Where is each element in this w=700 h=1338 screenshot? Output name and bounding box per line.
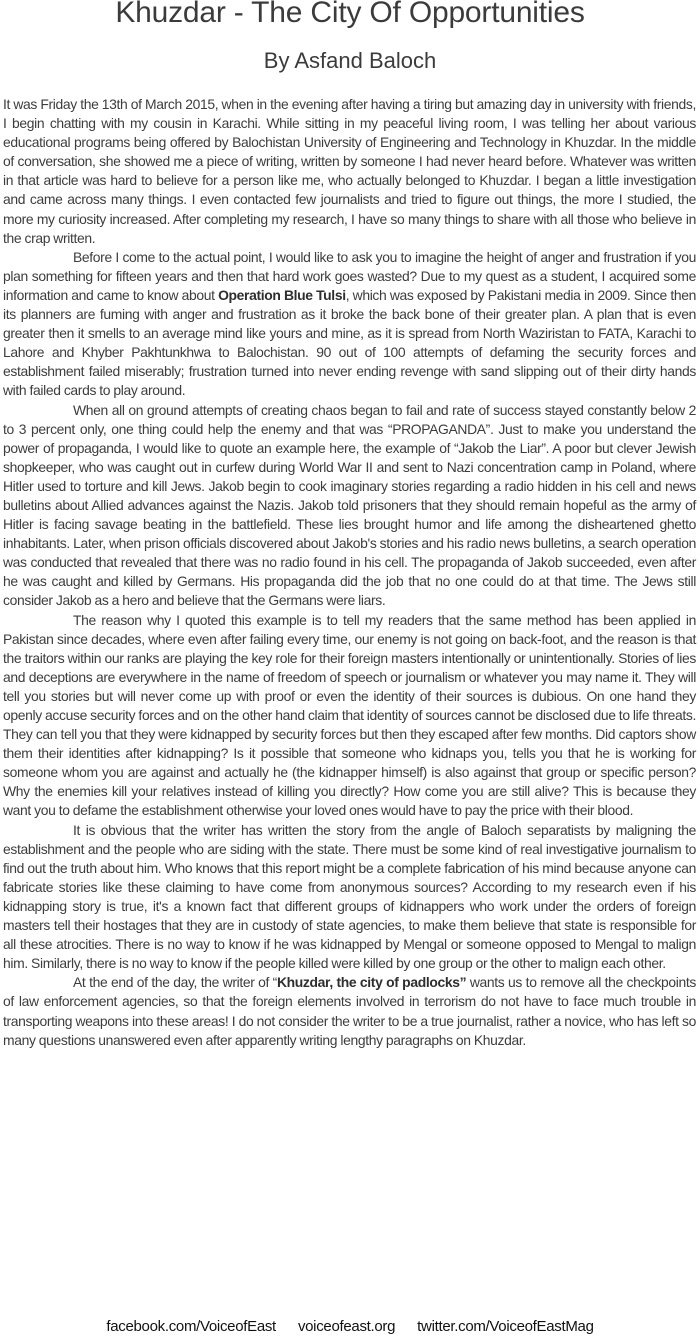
- facebook-link[interactable]: facebook.com/VoiceofEast: [106, 1318, 276, 1335]
- footer-links: [0, 1318, 700, 1335]
- website-link[interactable]: voiceofeast.org: [297, 1318, 396, 1335]
- paragraph-1: [3, 95, 696, 248]
- paragraph-text: It was Friday the 13th of March 2015, when in the evening after having a tiring but amazing day in university with friends, I begin chatting with my cousin in Karachi. While sitting in my peaceful living room, I was telling her about various educational programs being offered by Balochistan University of Engineering and Technology in Khuzdar. In the middle of conversation, she showed me a piece of writing, written by someone I had never heard before. Whatever was written in that article was hard to believe for a person like me, who actually belonged to Khuzdar. I began a little investigation and came across many things. I even contacted few journalists and tried to figure out things, the more I studied, the more my curiosity increased. After completing my research, I have so many things to share with all those who believe in the crap written.: [3, 96, 696, 246]
- paragraph-text: It is obvious that the writer has written the story from the angle of Baloch separatists by maligning the establishment and the people who are siding with the state. There must be some kind of real investigative journalism to find out the truth about him. Who knows that this report might be a complete fabrication of his mind because anyone can fabricate stories like these claiming to have come from anonymous sources? According to my research even if his kidnapping story is true, it's a known fact that different groups of kidnappers who work under the orders of foreign masters tell their hostages that they are in custody of state agencies, to make them believe that state is responsible for all these atrocities. There is no way to know if he was kidnapped by Mengal or someone opposed to Mengal to malign him. Similarly, there is no way to know if the people killed were killed by one group or the other to malign each other.: [3, 821, 696, 972]
- paragraph-3: [3, 401, 696, 611]
- paragraph-text: At the end of the day, the writer of “: [73, 974, 277, 991]
- paragraph-text: The reason why I quoted this example is to tell my readers that the same method has been applied in Pakistan since decades, where even after failing every time, our enemy is not going on back-foot, and the reason is that the traitors within our ranks are playing the key role for their foreign masters intentionally or unintentionally. Stories of lies and deceptions are everywhere in the name of freedom of speech or journalism or whatever you may name it. They will tell you stories but will never come up with proof or even the identity of their sources is dubious. On one hand they openly accuse security forces and on the other hand claim that identity of sources cannot be disclosed due to life threats. They can tell you that they were kidnapped by security forces but then they escaped after few months. Did captors show them their identities after kidnapping? Is it possible that someone who kidnaps you, tells you that he is working for someone whom you are against and actually he (the kidnapper himself) is also against that group or specific person? Why the enemies kill your relatives instead of killing you directly? How come you are still alive? This is because they want you to defame the establishment otherwise your loved ones would have to pay the price with their blood.: [3, 611, 696, 819]
- emphasis-operation-blue-tulsi: Operation Blue Tulsi: [218, 286, 346, 303]
- paragraph-text: Before I come to the actual point, I would like to ask you to imagine the height of anger and frustration if you plan something for fifteen years and then that hard work goes wasted? Due to my quest as a student, I acquired some information and came to know about: [3, 248, 696, 303]
- paragraph-6: [3, 973, 696, 1049]
- article-byline: By Asfand Baloch: [263, 48, 437, 73]
- paragraph-5: [3, 821, 696, 974]
- paragraph-2: [3, 248, 696, 401]
- article-body: [3, 95, 696, 1050]
- article-title: Khuzdar - The City Of Opportunities: [115, 0, 585, 29]
- twitter-link[interactable]: twitter.com/VoiceofEastMag: [417, 1318, 594, 1335]
- paragraph-text: , which was exposed by Pakistani media in 2009. Since then its planners are fuming with anger and frustration as it broke the back bone of their greater plan. A plan that is even greater then it smells to an average mind like yours and mine, as it is spread from North Waziristan to FATA, Karachi to Lahore and Khyber Pakhtunkhwa to Balochistan. 90 out of 100 attempts of defaming the security forces and establishment failed miserably; frustration turned into never ending revenge with sand slipping out of their dirty hands with failed cards to play around.: [3, 286, 696, 399]
- paragraph-text: When all on ground attempts of creating chaos began to fail and rate of success stayed constantly below 2 to 3 percent only, one thing could help the enemy and that was “PROPAGANDA”. Just to make you understand the power of propaganda, I would like to quote an example here, the example of “Jakob the Liar”. A poor but clever Jewish shopkeeper, who was caught out in curfew during World War II and sent to Nazi concentration camp in Poland, where Hitler used to torture and kill Jews. Jakob begin to cook imaginary stories regarding a radio hidden in his cell and news bulletins about Allied advances against the Nazis. Jakob told prisoners that they should remain hopeful as the army of Hitler is facing savage beating in the battlefield. These lies brought humor and life among the disheartened ghetto inhabitants. Later, when prison officials discovered about Jakob's stories and his radio news bulletins, a search operation was conducted that revealed that there was no radio found in his cell. The propaganda of Jakob succeeded, even after he was caught and killed by Germans. His propaganda did the job that no one could do at that time. The Jews still consider Jakob as a hero and believe that the Germans were liars.: [3, 401, 696, 609]
- paragraph-4: [3, 611, 696, 821]
- emphasis-city-of-padlocks: Khuzdar, the city of padlocks”: [276, 974, 467, 991]
- paragraph-text: wants us to remove all the checkpoints of law enforcement agencies, so that the foreign elements involved in terrorism do not have to face much trouble in transporting weapons into these areas! I do not consider the writer to be a true journalist, rather a novice, who has left so many questions unanswered even after apparently writing lengthy paragraphs on Khuzdar.: [3, 974, 697, 1048]
